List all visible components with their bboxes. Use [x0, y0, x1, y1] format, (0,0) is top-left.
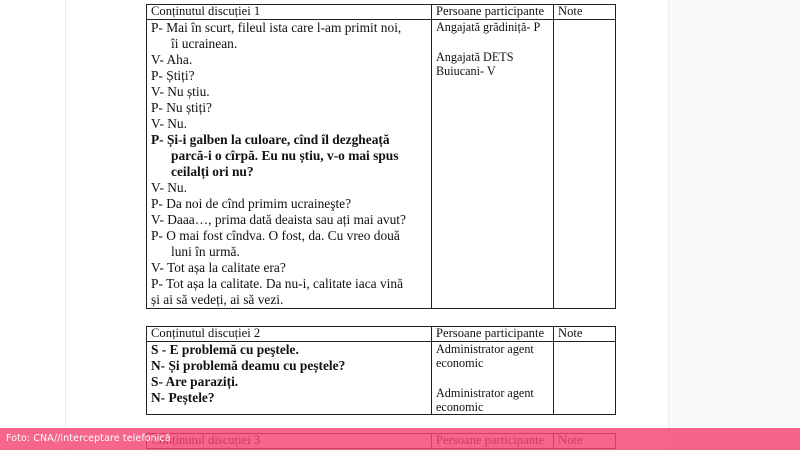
- participants-list: [436, 342, 549, 414]
- participants-cell: [432, 342, 554, 415]
- dialogue-line: P- O mai fost cîndva. O fost, da. Cu vreo două: [151, 228, 400, 243]
- note-cell: [554, 342, 616, 415]
- conversation-table-1: [146, 4, 616, 309]
- dialogue-line: V- Daaa…, prima dată deaista sau ați mai avut?: [151, 212, 406, 227]
- header-note: Note: [554, 5, 616, 20]
- header-content: Conținutul discuției 2: [147, 327, 432, 342]
- page-right-edge: [668, 0, 669, 450]
- participants-list: [436, 20, 549, 78]
- dialogue-lines: [151, 342, 427, 406]
- dialogue-line: P- Tot așa la calitate. Da nu-i, calitate iaca vină: [151, 276, 404, 291]
- header-note: Note: [554, 327, 616, 342]
- dialogue-line: ceilalți ori nu?: [171, 164, 254, 179]
- dialogue-line: V- Tot așa la calitate era?: [151, 260, 286, 275]
- table-body-row: [147, 20, 616, 309]
- page-left-edge: [65, 0, 66, 450]
- header-participants: Persoane participante: [432, 5, 554, 20]
- dialogue-line: P- Și-i galben la culoare, cînd îl dezgheață: [151, 132, 390, 147]
- dialogue-cell: [147, 342, 432, 415]
- dialogue-line: V- Nu.: [151, 180, 187, 195]
- dialogue-line: S - E problemă cu peştele.: [151, 342, 299, 357]
- participants-cell: [432, 20, 554, 309]
- dialogue-line: parcă-i o cîrpă. Eu nu știu, v-o mai spus: [171, 148, 399, 163]
- table-header-row: [147, 327, 616, 342]
- dialogue-line: N- Și problemă deamu cu peștele?: [151, 358, 346, 373]
- dialogue-line: V- Aha.: [151, 52, 193, 67]
- dialogue-line: P- Da noi de cînd primim ucraineşte?: [151, 196, 352, 211]
- dialogue-line: și ai să vedeți, ai să vezi.: [151, 292, 284, 307]
- dialogue-line: P- Mai în scurt, fileul ista care l-am primit noi,: [151, 20, 402, 35]
- header-participants: Persoane participante: [432, 327, 554, 342]
- dialogue-line: V- Nu.: [151, 116, 187, 131]
- participant-line: economic: [436, 356, 484, 370]
- note-cell: [554, 20, 616, 309]
- dialogue-cell: [147, 20, 432, 309]
- participant-line: economic: [436, 400, 484, 414]
- dialogue-line: P- Știți?: [151, 68, 195, 83]
- participant-line: Angajată DETS: [436, 50, 514, 64]
- participant-spacer: [436, 34, 549, 50]
- page-right-margin: [669, 0, 800, 450]
- participant-line: Administrator agent: [436, 342, 534, 356]
- dialogue-line: V- Nu știu.: [151, 84, 210, 99]
- participant-line: Administrator agent: [436, 386, 534, 400]
- dialogue-line: luni în urmă.: [171, 244, 240, 259]
- participant-line: Buiucani- V: [436, 64, 496, 78]
- participant-line: Angajată grădiniță- P: [436, 20, 541, 34]
- participant-spacer: [436, 370, 549, 386]
- conversation-table-2: [146, 326, 616, 415]
- table-body-row: [147, 342, 616, 415]
- header-content: Conținutul discuției 1: [147, 5, 432, 20]
- dialogue-line: S- Are paraziți.: [151, 374, 239, 389]
- dialogue-line: N- Peștele?: [151, 390, 215, 405]
- dialogue-lines: [151, 20, 427, 308]
- dialogue-line: îi ucrainean.: [171, 36, 238, 51]
- dialogue-line: P- Nu știți?: [151, 100, 213, 115]
- photo-caption: Foto: CNA//interceptare telefonică: [6, 433, 171, 444]
- table-header-row: [147, 5, 616, 20]
